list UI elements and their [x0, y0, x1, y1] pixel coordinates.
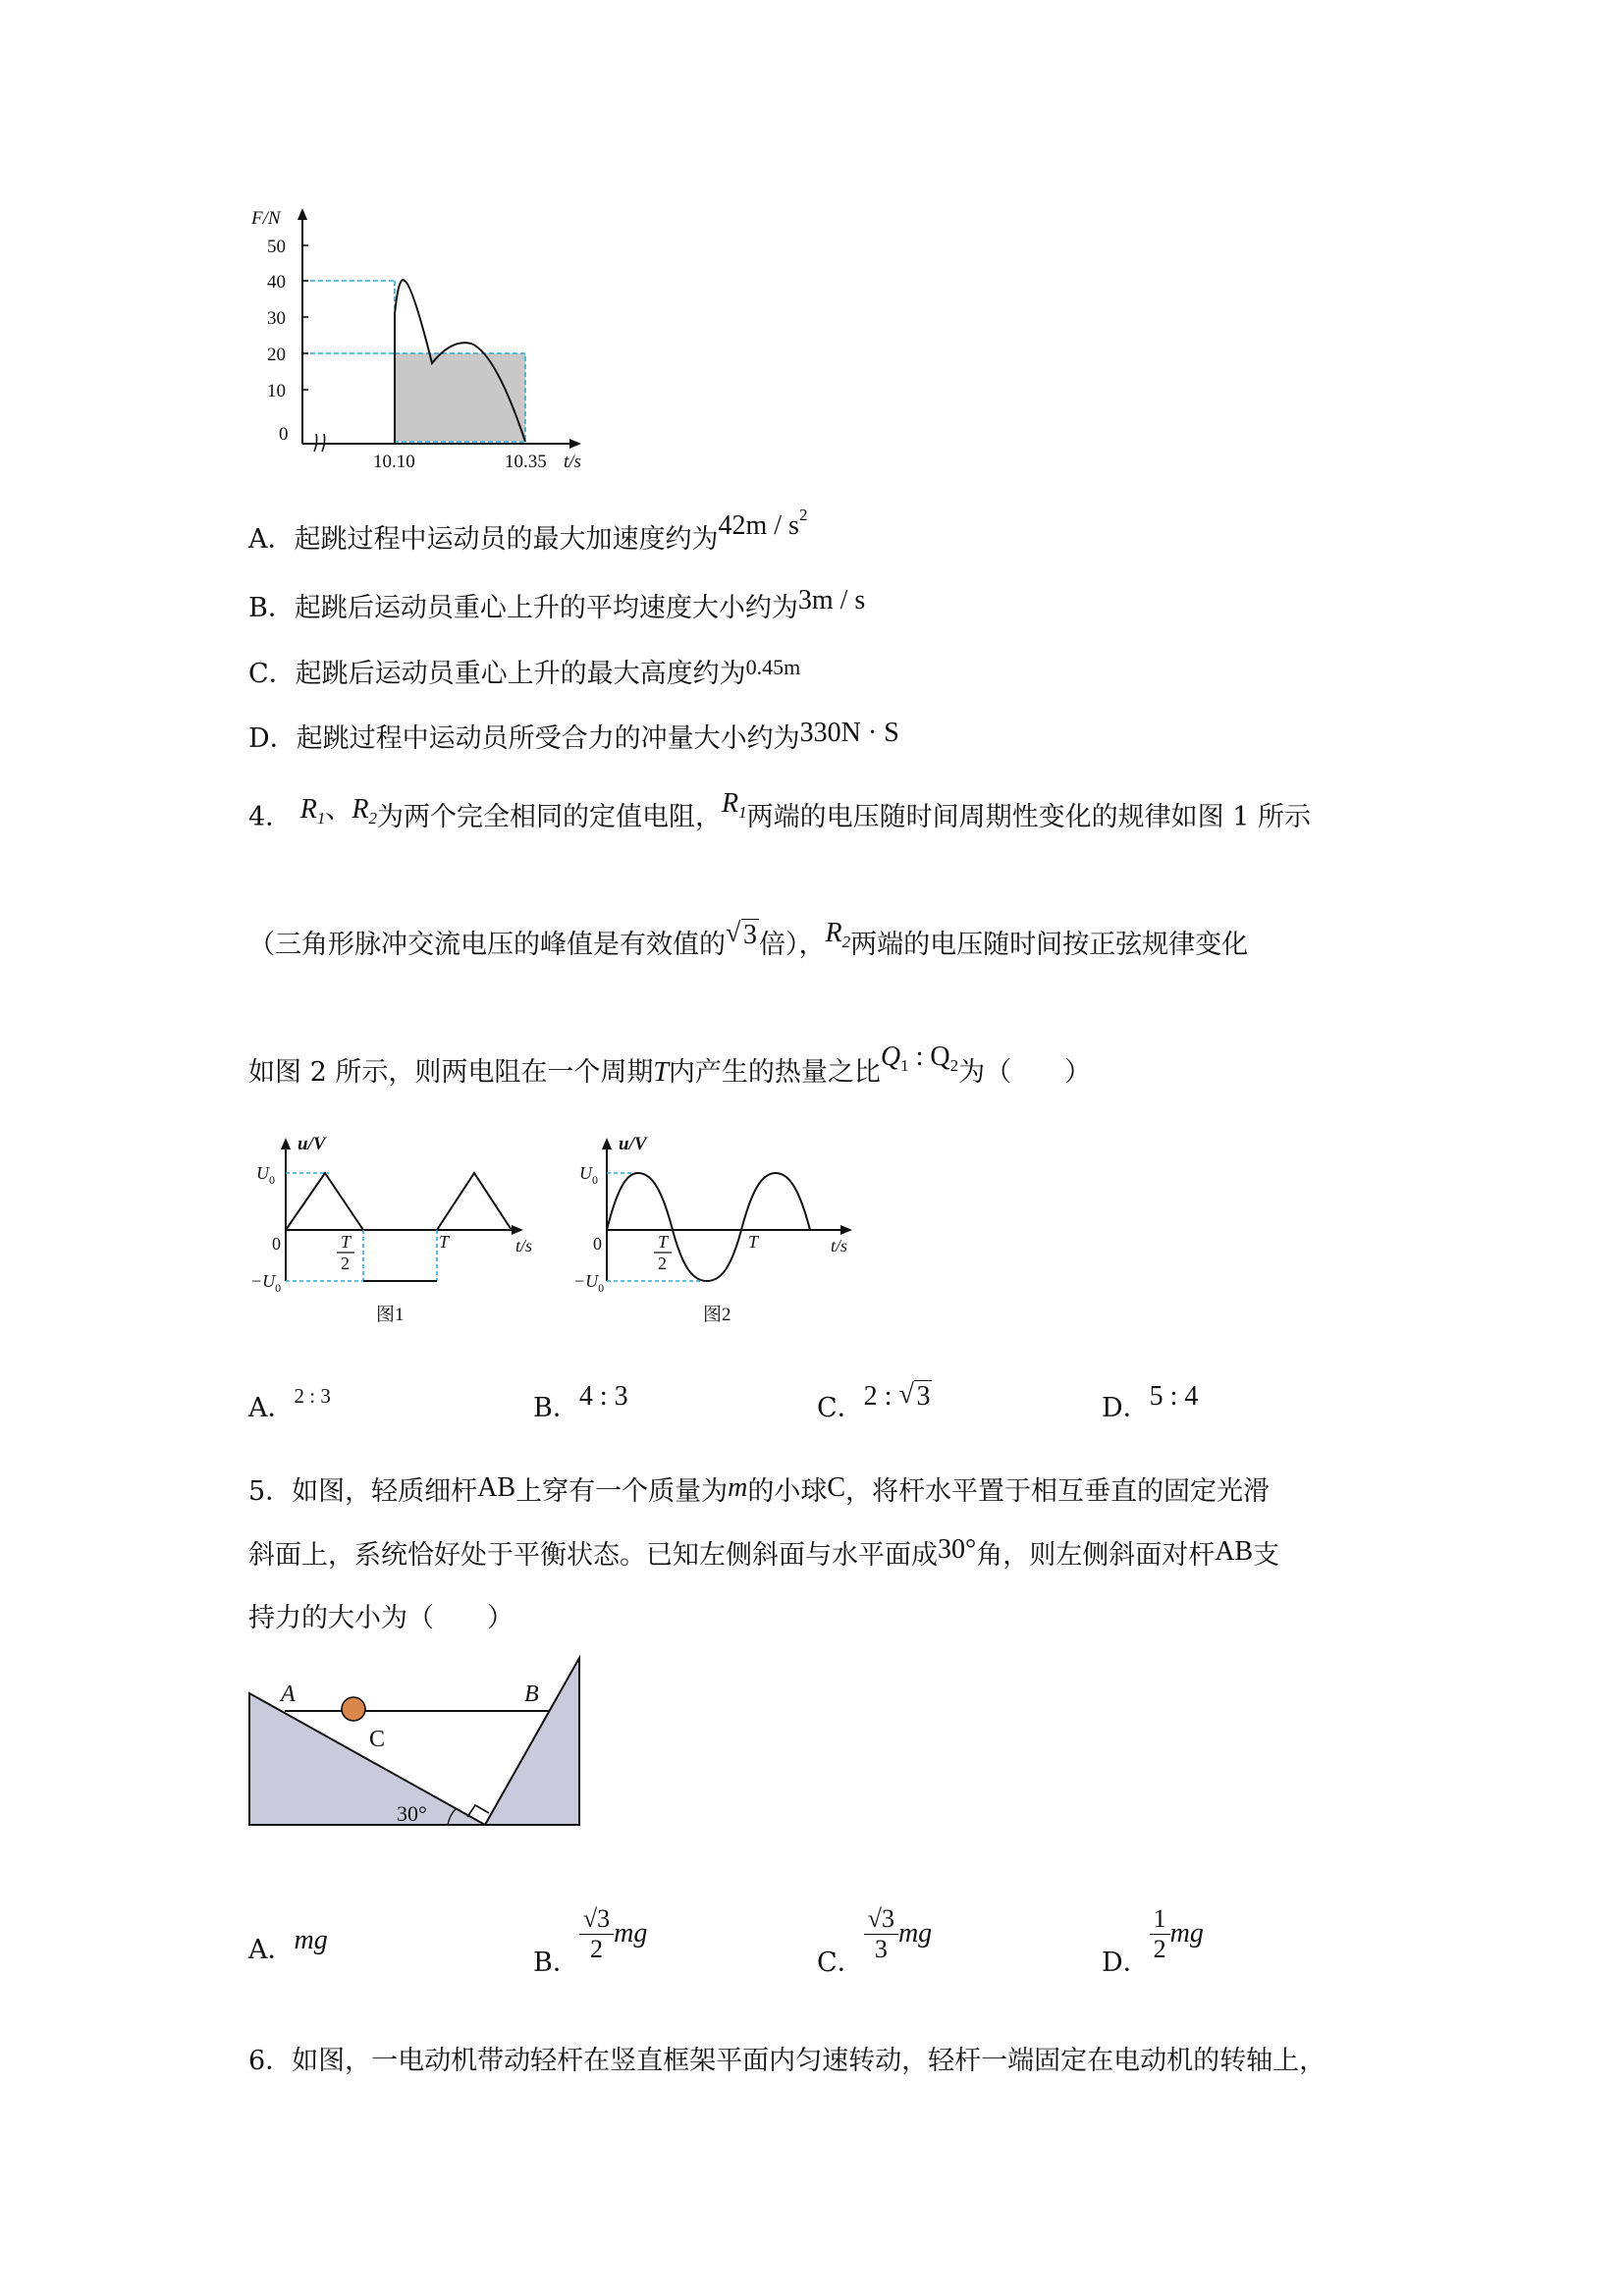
option-text: 起跳后运动员重心上升的平均速度大小约为 [294, 593, 798, 623]
resistor-r2 [352, 794, 377, 828]
q4-line-1 [248, 788, 1311, 843]
q4-option-b [533, 1381, 628, 1425]
option-math: 330N · S [799, 718, 899, 748]
y-tick-30: 30 [267, 308, 286, 329]
heat-ratio [880, 1041, 959, 1075]
q3-option-d [248, 718, 899, 756]
x-tick-10-35: 10.35 [505, 452, 547, 472]
option-math: mg [294, 1925, 328, 1955]
option-fraction [864, 1904, 898, 1964]
fraction-denominator: 2 [589, 1935, 603, 1963]
stem-text: 斜面上，系统恰好处于平衡状态。已知左侧斜面与水平面成 [248, 1540, 938, 1571]
option-letter: B． [248, 593, 295, 623]
average-force-area [395, 353, 525, 442]
heat-q1-sub: 1 [900, 1056, 909, 1075]
option-letter: B． [533, 1948, 579, 1978]
force-time-graph [236, 206, 609, 472]
q3-option-c [248, 655, 801, 692]
option-math: mg [614, 1918, 648, 1949]
y-tick-40: 40 [267, 272, 286, 293]
heat-q2-sub: 2 [949, 1056, 959, 1075]
stem-text: 支 [1253, 1540, 1280, 1571]
angle-value: 30° [938, 1534, 977, 1565]
option-math: 3m / s [797, 585, 866, 615]
option-math: 4 : 3 [578, 1381, 628, 1412]
fig1-zero: 0 [272, 1234, 281, 1254]
sqrt-radicand: 3 [916, 1381, 931, 1412]
q4-option-a [248, 1384, 331, 1426]
q5-option-a [248, 1925, 328, 1967]
q5-option-b [533, 1904, 648, 1978]
rod-label: AB [1215, 1536, 1254, 1567]
sqrt-expression [898, 1380, 932, 1414]
resistor-r2-inline [825, 918, 851, 951]
resistor-r1-symbol: R [299, 794, 317, 825]
figure-1-triangle-voltage [250, 1124, 545, 1330]
rod-label: AB [477, 1472, 516, 1503]
q5-line-1 [248, 1472, 1271, 1509]
q5-line-3 [248, 1602, 514, 1635]
y-axis-arrow [298, 208, 307, 220]
fraction-denominator: 2 [1153, 1935, 1166, 1963]
q4-option-c [817, 1379, 932, 1425]
triangle-wave [286, 1173, 512, 1281]
fig2-t-half-den: 2 [658, 1254, 667, 1273]
stem-text: 如图 2 所示，则两电阻在一个周期 [248, 1057, 654, 1088]
sqrt-radicand: 3 [743, 920, 757, 950]
fig2-zero: 0 [593, 1234, 602, 1254]
x-axis-arrow [569, 439, 581, 449]
stem-text: 持力的大小为（ ） [248, 1603, 514, 1633]
stem-text: 倍）， [759, 930, 826, 960]
resistor-symbol: R [722, 788, 739, 819]
option-math: mg [1169, 1918, 1204, 1949]
option-text: 起跳后运动员重心上升的最大高度约为 [295, 659, 746, 689]
q4-line-2 [248, 918, 1249, 971]
left-incline [249, 1693, 485, 1825]
option-math-a: 2 : [863, 1381, 899, 1412]
option-letter: D． [1102, 1948, 1150, 1978]
resistor-r2-sub: 2 [368, 809, 377, 828]
option-letter: A． [248, 1393, 295, 1423]
q4-option-d [1102, 1381, 1199, 1425]
fig2-u0: $U_0$ [579, 1163, 598, 1187]
option-letter: A． [248, 1935, 295, 1965]
option-letter: D． [248, 723, 297, 754]
stem-text: 上穿有一个质量为 [515, 1476, 729, 1507]
option-letter: B． [533, 1393, 579, 1423]
x-tick-10-10: 10.10 [373, 452, 415, 472]
separator: 、 [325, 794, 352, 825]
q3-option-a [248, 506, 808, 557]
stem-text: ，将杆水平置于相互垂直的固定光滑 [845, 1476, 1271, 1507]
fig2-u-label: u/V [619, 1134, 647, 1154]
y-axis-label: F/N [251, 208, 281, 229]
fig1-t-label: t/s [515, 1236, 533, 1255]
resistor-sub: 1 [738, 803, 747, 822]
stem-text: （三角形脉冲交流电压的峰值是有效值的 [248, 930, 726, 960]
sqrt-expression [726, 919, 759, 952]
mass-symbol: m [728, 1472, 748, 1503]
option-math-sup: 2 [798, 506, 808, 524]
option-math-value: 42m / s [718, 510, 799, 541]
option-text: 起跳过程中运动员所受合力的冲量大小约为 [296, 723, 800, 754]
y-tick-10: 10 [267, 381, 286, 401]
sqrt-symbol: √ [726, 918, 741, 948]
ball-c [342, 1697, 365, 1721]
fig1-t-half-den: 2 [341, 1254, 350, 1273]
stem-text: 的小球 [747, 1476, 828, 1507]
fig2-t-half-num: T [658, 1232, 669, 1252]
q5-line-2 [248, 1534, 1280, 1573]
stem-text: 5．如图，轻质细杆 [248, 1476, 478, 1507]
fig2-t: T [748, 1232, 759, 1252]
option-text: 起跳过程中运动员的最大加速度约为 [294, 524, 719, 555]
fig1-u-label: u/V [298, 1134, 326, 1154]
y-tick-50: 50 [267, 237, 286, 257]
label-a: A [281, 1682, 296, 1707]
label-angle: 30° [397, 1801, 427, 1826]
option-letter: C． [248, 659, 296, 689]
fraction-numerator: √3 [579, 1904, 614, 1935]
resistor-r1 [299, 794, 326, 828]
sqrt-symbol: √ [898, 1379, 914, 1410]
fig1-neg-u0: $-U_0$ [250, 1271, 282, 1295]
heat-q2: : Q [908, 1041, 950, 1072]
q4-line-3 [248, 1041, 1092, 1098]
resistor-r2-symbol: R [352, 794, 369, 825]
y-tick-0: 0 [279, 424, 289, 445]
option-math: mg [897, 1918, 933, 1949]
stem-text: 6．如图，一电动机带动轻杆在竖直框架平面内匀速转动，轻杆一端固定在电动机的转轴上， [248, 2046, 1326, 2076]
option-letter: C． [817, 1948, 864, 1978]
resistor-r1-sub: 1 [316, 809, 326, 828]
fig1-u0: $U_0$ [256, 1163, 275, 1187]
sine-wave [607, 1173, 810, 1281]
stem-text: 角，则左侧斜面对杆 [976, 1540, 1216, 1571]
stem-text: 两端的电压随时间按正弦规律变化 [850, 930, 1249, 960]
fig1-caption: 图1 [376, 1305, 405, 1325]
right-angle-mark [467, 1805, 489, 1817]
fig1-t: T [439, 1232, 450, 1252]
fig2-t-label: t/s [831, 1236, 848, 1255]
label-b: B [524, 1682, 539, 1707]
figure-2-sine-voltage [560, 1124, 864, 1330]
label-c: C [369, 1727, 386, 1752]
q5-option-c [817, 1904, 933, 1978]
fig2-neg-u0: $-U_0$ [573, 1271, 605, 1295]
x-axis-label: t/s [564, 452, 581, 472]
option-math: 0.45m [745, 655, 801, 679]
fig2-caption: 图2 [703, 1305, 731, 1325]
heat-q1: Q [880, 1041, 901, 1072]
resistor-sub: 2 [841, 933, 851, 951]
incline-rod-figure [245, 1654, 589, 1836]
ball-label: C [827, 1472, 846, 1503]
option-letter: A． [248, 524, 295, 555]
fraction-numerator: 1 [1150, 1904, 1170, 1935]
question-number: 4． [248, 802, 293, 832]
q5-option-d [1102, 1904, 1204, 1978]
stem-text: 为两个完全相同的定值电阻， [377, 802, 722, 832]
fraction-denominator: 3 [874, 1935, 888, 1963]
option-math [864, 1381, 933, 1412]
q6-line-1 [248, 2045, 1326, 2078]
resistor-symbol: R [825, 918, 842, 948]
option-fraction [1150, 1904, 1170, 1964]
stem-text: 两端的电压随时间周期性变化的规律如图 1 所示 [746, 802, 1311, 832]
fig1-t-half-num: T [341, 1232, 352, 1252]
option-letter: D． [1102, 1393, 1150, 1423]
option-math [718, 506, 808, 541]
stem-text: 内产生的热量之比 [668, 1057, 881, 1088]
fraction-numerator: √3 [864, 1904, 898, 1935]
option-math: 5 : 4 [1149, 1381, 1199, 1412]
stem-text: 为（ ） [958, 1057, 1092, 1088]
option-math: 2 : 3 [294, 1384, 331, 1408]
resistor-r1-inline [722, 788, 747, 822]
option-fraction [579, 1904, 614, 1964]
period-symbol: T [653, 1057, 669, 1088]
q3-option-b [248, 585, 866, 625]
y-tick-20: 20 [267, 345, 286, 365]
option-letter: C． [817, 1393, 864, 1423]
